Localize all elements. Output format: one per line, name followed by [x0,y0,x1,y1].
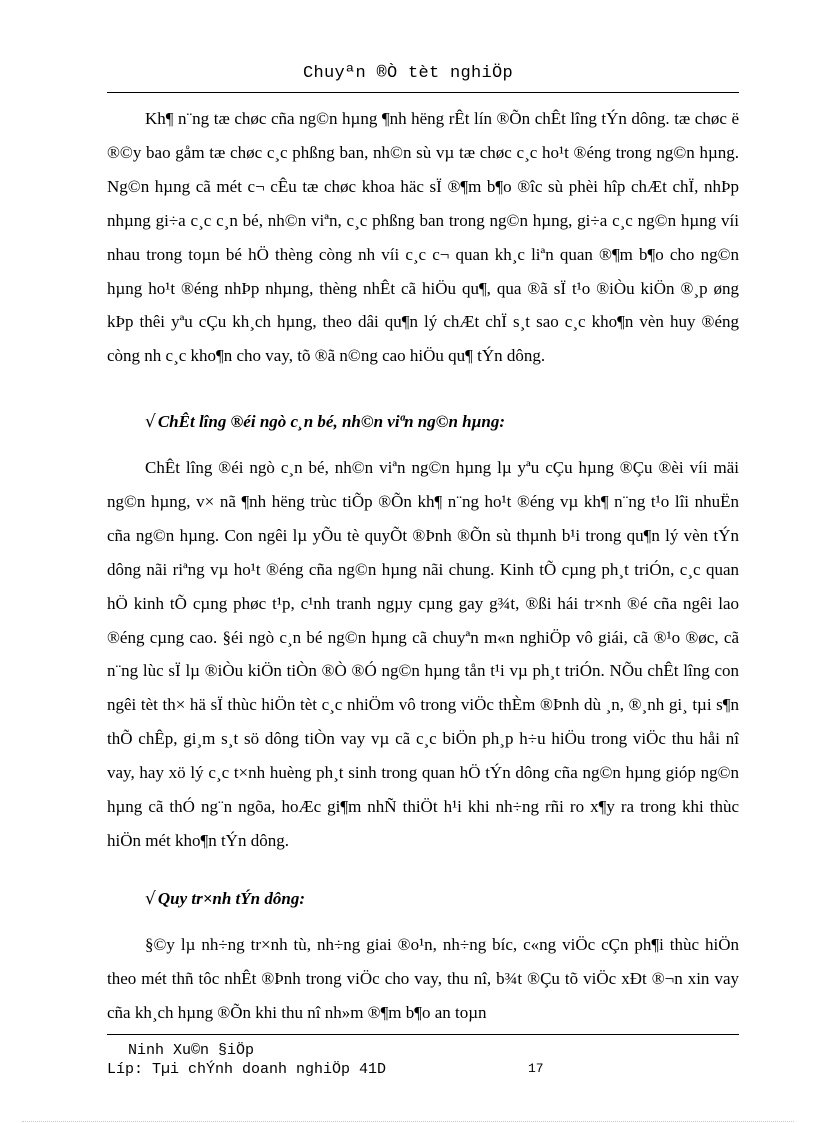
section-heading-staff-quality [107,405,505,440]
paragraph-staff-quality: ChÊt lîng ®éi ngò c¸n bé, nh©n viªn ng©n hµng lµ yªu cÇu hµng ®Çu ®èi víi mäi ng©n hµng, v× nã ¶nh hëng trùc tiÕp ®Õn kh¶ n¨ng ho¹t ®éng vµ kh¶ n¨ng t¹o lîi nhuËn cña ng©n hµng. Con ngêi lµ yÕu tè quyÕt ®Þnh ®Õn sù thµnh b¹i trong qu¶n lý vèn tÝn dông nãi riªng vµ ho¹t ®éng cña ng©n hµng nãi chung. Kinh tÕ cµng ph¸t triÓn, c¸c quan hÖ kinh tÕ cµng phøc t¹p, c¹nh tranh ngµy cµng gay g¾t, ®ßi hái tr×nh ®é cña ngêi lao ®éng cµng cao. §éi ngò c¸n bé ng©n hµng cã chuyªn m«n nghiÖp vô giái, cã ®¹o ®øc, cã n¨ng lùc sÏ lµ ®iÒu kiÖn tiÒn ®Ò ®Ó ng©n hµng tån t¹i vµ ph¸t triÓn. NÕu chÊt lîng con ngêi tèt th× hä sÏ thùc hiÖn tèt c¸c nhiÖm vô trong viÖc thÈm ®Þnh dù ¸n, ®¸nh gi¸ tµi s¶n thÕ chÊp, gi¸m s¸t sö dông tiÒn vay vµ cã c¸c biÖn ph¸p h÷u hiÖu trong viÖc thu håi nî vay, hay xö lý c¸c t×nh huèng ph¸t sinh trong quan hÖ tÝn dông cña ng©n hµng gióp ng©n hµng cã thÓ ng¨n ngõa, hoÆc gi¶m nhÑ thiÖt h¹i khi nh÷ng rñi ro x¶y ra trong khi thùc hiÖn mét kho¶n tÝn dông. [107,458,739,850]
header-rule [107,92,739,93]
page-bottom-border [22,1121,794,1122]
paragraph-organization: Kh¶ n¨ng tæ chøc cña ng©n hµng ¶nh hëng rÊt lín ®Õn chÊt lîng tÝn dông. tæ chøc ë ®©y bao gåm tæ chøc c¸c phßng ban, nh©n sù vµ tæ chøc c¸c ho¹t ®éng trong ng©n hµng. Ng©n hµng cã mét c¬ cÊu tæ chøc khoa häc sÏ ®¶m b¶o ®îc sù phèi hîp chÆt chÏ, nhÞp nhµng gi÷a c¸c c¸n bé, nh©n viªn, c¸c phßng ban trong ng©n hµng, gi÷a c¸c ng©n hµng víi nhau trong toµn bé hÖ thèng còng nh víi c¸c c¬ quan kh¸c liªn quan ®¶m b¶o cho ng©n hµng ho¹t ®éng nhÞp nhµng, thèng nhÊt cã hiÖu qu¶, qua ®ã sÏ t¹o ®iÒu kiÖn ®¸p øng kÞp thêi yªu cÇu kh¸ch hµng, theo dâi qu¶n lý chÆt chÏ s¸t sao c¸c kho¶n vèn huy ®éng còng nh c¸c kho¶n cho vay, tõ ®ã n©ng cao hiÖu qu¶ tÝn dông. [107,109,739,366]
check-mark-icon: √ [145,412,156,432]
footer-class: Líp: Tµi chÝnh doanh nghiÖp 41D [107,1061,387,1078]
section-heading-credit-process [107,882,305,917]
check-mark-icon: √ [145,889,156,909]
section-heading-text: ChÊt lîng ®éi ngò c¸n bé, nh©n viªn ng©n hµng: [157,412,506,431]
paragraph-credit-process: §©y lµ nh÷ng tr×nh tù, nh÷ng giai ®o¹n, nh÷ng bíc, c«ng viÖc cÇn ph¶i thùc hiÖn theo mét thñ tôc nhÊt ®Þnh trong viÖc cho vay, thu nî, b¾t ®Çu tõ viÖc xÐt ®¬n xin vay cña kh¸ch hµng ®Õn khi thu nî nh»m ®¶m b¶o an toµn [107,935,739,1022]
footer-rule [107,1034,739,1035]
footer-author: Ninh Xu©n §iÖp [128,1042,255,1059]
page-number: 17 [528,1061,544,1076]
section-heading-text: Quy tr×nh tÝn dông: [157,889,305,908]
page-header: Chuyªn ®Ò tèt nghiÖp [302,64,514,83]
